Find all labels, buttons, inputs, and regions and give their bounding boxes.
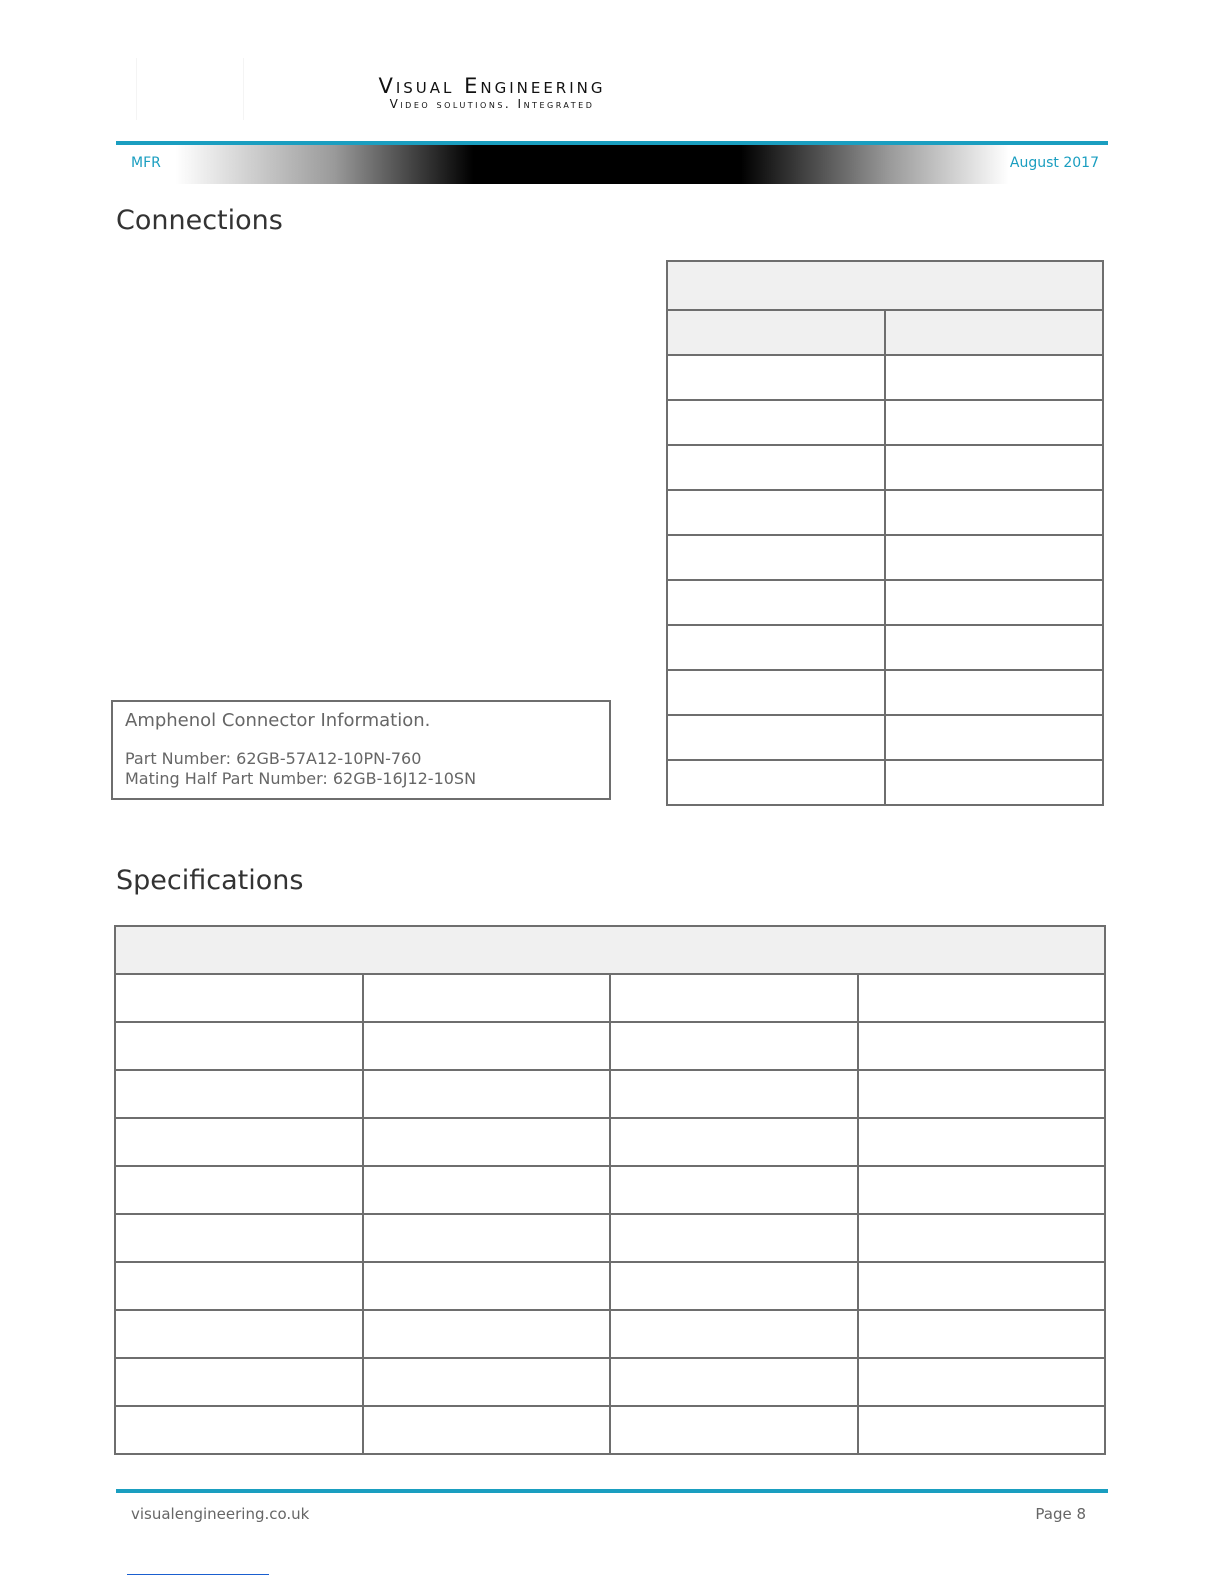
table-cell (610, 1310, 858, 1358)
table-cell (115, 974, 363, 1022)
table-cell (885, 715, 1103, 760)
table-cell (610, 1358, 858, 1406)
table-cell (610, 1070, 858, 1118)
table-cell (858, 1214, 1106, 1262)
table-cell (858, 1022, 1106, 1070)
table-row (667, 535, 1103, 580)
table-cell (885, 445, 1103, 490)
table-row (667, 400, 1103, 445)
company-logo (136, 58, 244, 120)
table-row (115, 1310, 1105, 1358)
table-row (115, 1166, 1105, 1214)
table-cell (667, 535, 885, 580)
specifications-table-title-cell (115, 926, 1105, 974)
table-cell (858, 1118, 1106, 1166)
table-cell (115, 1310, 363, 1358)
table-cell (115, 1022, 363, 1070)
connections-heading: Connections (116, 205, 283, 236)
pinout-table-header-cell (667, 310, 885, 355)
table-cell (858, 1262, 1106, 1310)
pinout-table-header-cell (885, 310, 1103, 355)
table-cell (610, 1406, 858, 1454)
specifications-table-title-row (115, 926, 1105, 974)
footer-website: visualengineering.co.uk (131, 1505, 310, 1523)
table-cell (115, 1070, 363, 1118)
table-cell (885, 670, 1103, 715)
pinout-table-title-row (667, 261, 1103, 310)
table-cell (363, 1358, 611, 1406)
table-row (115, 1118, 1105, 1166)
specifications-heading: Specifications (116, 865, 304, 896)
table-cell (610, 1166, 858, 1214)
pinout-table-header-row (667, 310, 1103, 355)
table-cell (115, 1406, 363, 1454)
table-cell (667, 400, 885, 445)
footer-rule (116, 1489, 1108, 1493)
table-cell (667, 445, 885, 490)
header-date: August 2017 (1009, 155, 1099, 171)
pinout-table-title-cell (667, 261, 1103, 310)
table-cell (610, 1118, 858, 1166)
footer-link-underline[interactable] (127, 1574, 269, 1575)
table-cell (858, 1310, 1106, 1358)
brand-name: Visual Engineering (378, 74, 606, 98)
table-cell (667, 760, 885, 805)
table-cell (858, 1070, 1106, 1118)
table-cell (667, 355, 885, 400)
table-cell (667, 490, 885, 535)
table-cell (363, 974, 611, 1022)
table-cell (885, 580, 1103, 625)
table-cell (858, 1406, 1106, 1454)
table-cell (363, 1214, 611, 1262)
brand-block (320, 73, 664, 111)
table-cell (363, 1022, 611, 1070)
table-cell (363, 1166, 611, 1214)
table-cell (610, 974, 858, 1022)
table-cell (610, 1214, 858, 1262)
table-row (667, 670, 1103, 715)
table-cell (885, 625, 1103, 670)
connector-info-title: Amphenol Connector Information. (125, 710, 431, 731)
table-cell (363, 1406, 611, 1454)
table-row (667, 355, 1103, 400)
header-gradient-bar (116, 145, 1108, 184)
table-cell (115, 1262, 363, 1310)
table-cell (858, 974, 1106, 1022)
footer-page-number: Page 8 (1035, 1505, 1086, 1523)
table-cell (885, 400, 1103, 445)
table-row (115, 1214, 1105, 1262)
table-row (667, 445, 1103, 490)
pinout-table (666, 260, 1104, 806)
header-doc-code: MFR (131, 155, 161, 171)
table-cell (858, 1358, 1106, 1406)
specifications-table (114, 925, 1106, 1455)
table-cell (610, 1022, 858, 1070)
table-cell (667, 580, 885, 625)
table-cell (115, 1214, 363, 1262)
connector-info-box (111, 700, 611, 800)
connector-part-number: Part Number: 62GB-57A12-10PN-760 (125, 749, 422, 768)
table-row (667, 760, 1103, 805)
table-row (667, 580, 1103, 625)
table-row (115, 974, 1105, 1022)
table-row (115, 1406, 1105, 1454)
table-row (667, 715, 1103, 760)
table-row (115, 1358, 1105, 1406)
table-row (667, 490, 1103, 535)
table-cell (885, 490, 1103, 535)
table-cell (115, 1118, 363, 1166)
table-cell (363, 1118, 611, 1166)
table-cell (667, 715, 885, 760)
table-cell (363, 1310, 611, 1358)
table-cell (115, 1166, 363, 1214)
table-cell (610, 1262, 858, 1310)
table-cell (858, 1166, 1106, 1214)
table-cell (115, 1358, 363, 1406)
table-row (115, 1262, 1105, 1310)
brand-tagline: Video solutions. Integrated (389, 97, 595, 111)
table-cell (667, 670, 885, 715)
table-row (115, 1070, 1105, 1118)
table-row (115, 1022, 1105, 1070)
table-row (667, 625, 1103, 670)
table-cell (885, 355, 1103, 400)
table-cell (885, 535, 1103, 580)
table-cell (667, 625, 885, 670)
connector-mating-part-number: Mating Half Part Number: 62GB-16J12-10SN (125, 769, 477, 788)
table-cell (885, 760, 1103, 805)
table-cell (363, 1262, 611, 1310)
table-cell (363, 1070, 611, 1118)
